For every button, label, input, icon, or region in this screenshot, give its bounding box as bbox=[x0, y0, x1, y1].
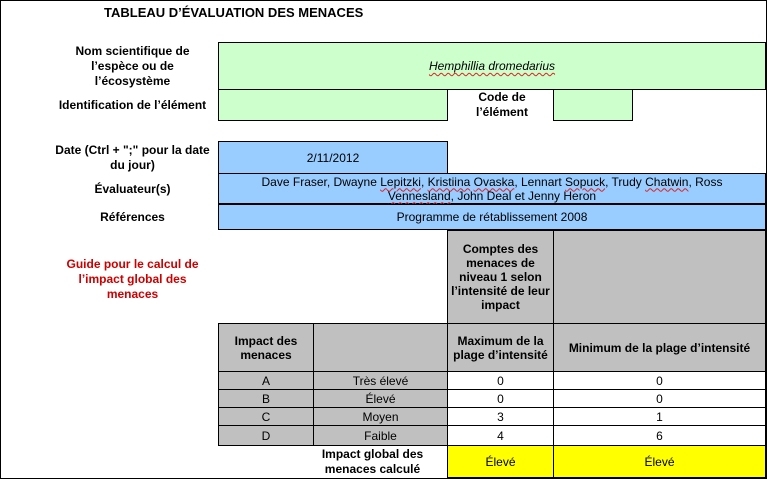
impact-code: B bbox=[218, 389, 314, 408]
max-count: 4 bbox=[447, 425, 554, 446]
impact-label: Moyen bbox=[313, 407, 448, 426]
element-id-field[interactable] bbox=[218, 89, 448, 121]
min-count: 1 bbox=[553, 407, 766, 426]
species-label: Nom scientifique de l’espèce ou de l’écosystème bbox=[75, 43, 190, 88]
overall-max: Élevé bbox=[447, 445, 554, 478]
impact-code: D bbox=[218, 425, 314, 446]
species-value: Hemphillia dromedarius bbox=[428, 59, 556, 73]
impact-label: Faible bbox=[313, 425, 448, 446]
species-field[interactable] bbox=[218, 42, 766, 90]
guide-text: Guide pour le calcul de l’impact global des menaces bbox=[66, 256, 199, 301]
references-label: Références bbox=[100, 209, 165, 224]
max-count: 0 bbox=[447, 389, 554, 408]
count-header-blank bbox=[553, 230, 766, 324]
assessors-field[interactable] bbox=[218, 173, 766, 204]
max-header: Maximum de la plage d’intensité bbox=[447, 323, 554, 372]
impact-label: Élevé bbox=[313, 389, 448, 408]
min-header: Minimum de la plage d’intensité bbox=[553, 323, 766, 372]
count-header: Comptes des menaces de niveau 1 selon l’intensité de leur impact bbox=[447, 230, 554, 324]
impact-label-header-blank bbox=[313, 323, 448, 372]
min-count: 0 bbox=[553, 389, 766, 408]
element-id-label: Identification de l’élément bbox=[58, 97, 207, 112]
date-field[interactable] bbox=[218, 141, 448, 174]
min-count: 6 bbox=[553, 425, 766, 446]
assessors-value: Dave Fraser, Dwayne Lepitzki, Kristiina Ovaska, Lennart Sopuck, Trudy Chatwin, Ross Vennesland, John Deal et Jenny Heron bbox=[261, 174, 723, 203]
element-code-field[interactable] bbox=[553, 89, 633, 121]
impact-header: Impact des menaces bbox=[218, 323, 314, 372]
max-count: 3 bbox=[447, 407, 554, 426]
impact-label: Très élevé bbox=[313, 371, 448, 390]
references-field[interactable] bbox=[218, 204, 766, 230]
overall-impact-label: Impact global des menaces calculé bbox=[321, 447, 424, 476]
overall-min: Élevé bbox=[553, 445, 766, 478]
date-label: Date (Ctrl + ";" pour la date du jour) bbox=[55, 143, 210, 172]
references-value: Programme de rétablissement 2008 bbox=[396, 210, 588, 224]
impact-code: A bbox=[218, 371, 314, 390]
date-value: 2/11/2012 bbox=[306, 150, 360, 165]
min-count: 0 bbox=[553, 371, 766, 390]
impact-code: C bbox=[218, 407, 314, 426]
page-title: TABLEAU D’ÉVALUATION DES MENACES bbox=[104, 5, 364, 20]
element-code-label: Code de l’élément bbox=[475, 90, 529, 119]
max-count: 0 bbox=[447, 371, 554, 390]
assessors-label: Évaluateur(s) bbox=[94, 181, 171, 196]
